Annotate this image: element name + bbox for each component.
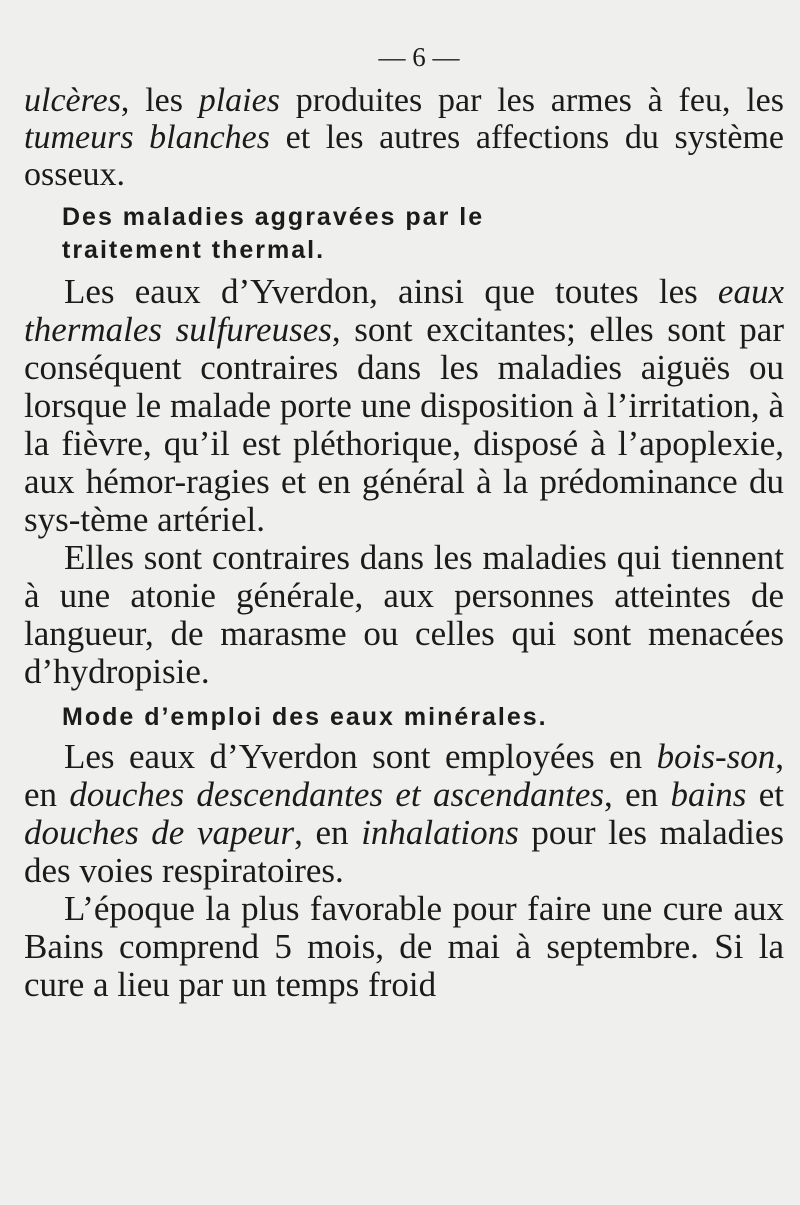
page-number: — 6 — (378, 42, 460, 72)
paragraph-text: , sont excitantes; elles sont par conséquent contraires dans les maladies aiguës ou lorsque le malade porte une disposition à l’irritation, à la fièvre, qu’il est pléthorique, disposé à l’apoplexie, aux hémor-ragies et en général à la prédominance du sys-tème artériel. (24, 310, 784, 539)
paragraph-text: , en (294, 813, 362, 852)
term-eaux-thermales: eaux thermales sulfureuses (24, 272, 784, 349)
paragraph-emploi (24, 738, 784, 890)
paragraph-text: , en (604, 775, 671, 814)
heading-line: Des maladies aggravées par le (62, 203, 485, 231)
term-douches-vapeur: douches de vapeur (24, 813, 295, 852)
heading-line: traitement thermal. (62, 236, 326, 264)
term-plaies: plaies (198, 82, 280, 119)
paragraph-text: , en (24, 737, 784, 814)
paragraph-epoque-cure: L’époque la plus favorable pour faire une cure aux Bains comprend 5 mois, de mai à septembre. Si la cure a lieu par un temps froid (24, 889, 784, 1004)
paragraph-text: , les (120, 82, 199, 119)
paragraph-text: et les autres affections du système osseux. (24, 119, 785, 193)
term-douches: douches descendantes et ascendantes (69, 775, 605, 814)
paragraph-affections (24, 82, 784, 193)
term-bains: bains (670, 775, 747, 814)
term-ulceres: ulcères (24, 82, 121, 119)
term-tumeurs-blanches: tumeurs blanches (24, 119, 271, 156)
paragraph-eaux-excitantes (24, 273, 784, 539)
term-inhalations: inhalations (361, 813, 519, 852)
paragraph-text: Les eaux d’Yverdon, ainsi que toutes les (64, 272, 718, 311)
paragraph-text: Les eaux d’Yverdon sont employées en (64, 737, 657, 776)
section-heading-mode-emploi: Mode d’emploi des eaux minérales. (62, 703, 548, 731)
paragraph-text: produites par les armes à feu, les (279, 82, 784, 119)
paragraph-text: pour les maladies des voies respiratoires. (24, 813, 784, 890)
paragraph-contraires: Elles sont contraires dans les maladies qui tiennent à une atonie générale, aux personnes atteintes de langueur, de marasme ou celles qui sont menacées d’hydropisie. (24, 538, 784, 691)
term-boisson: bois-son (656, 737, 776, 776)
paragraph-text: et (746, 775, 784, 814)
section-heading-maladies-aggravees (24, 201, 784, 267)
